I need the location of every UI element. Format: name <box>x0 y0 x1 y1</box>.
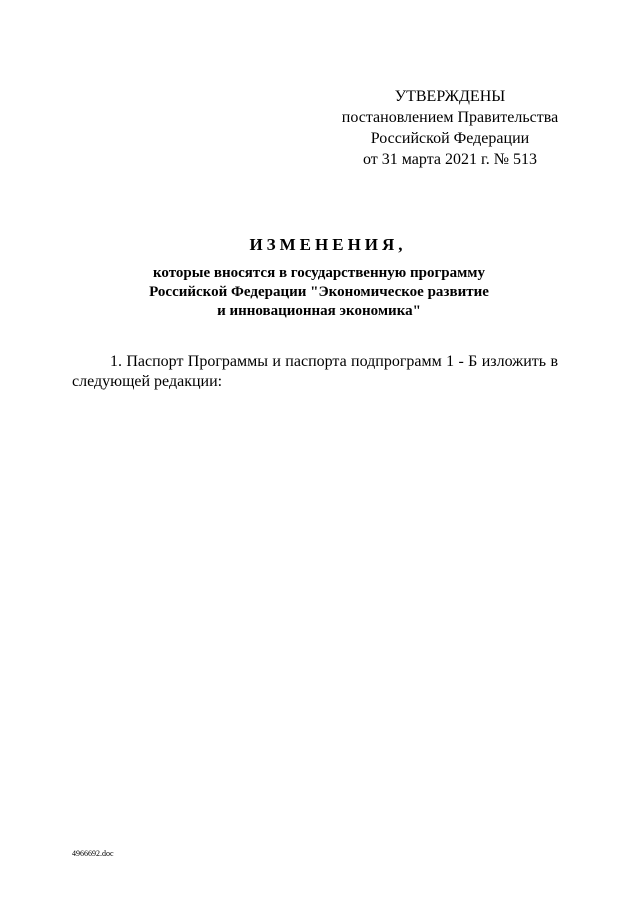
paragraph-1-line-1: 1. Паспорт Программы и паспорта подпрограмм 1 - Б изложить в <box>110 353 558 370</box>
document-heading <box>60 234 578 321</box>
heading-subtitle-line-1: которые вносятся в государственную программу <box>152 265 486 281</box>
approval-government-line: Российской Федерации <box>370 130 530 147</box>
document-body <box>72 352 558 392</box>
paragraph-1-line-2: следующей редакции: <box>72 373 223 390</box>
heading-subtitle-line-3: и инновационная экономика" <box>217 303 421 319</box>
heading-subtitle <box>60 264 578 321</box>
approval-date-number: от 31 марта 2021 г. № 513 <box>363 151 537 168</box>
heading-subtitle-line-2: Российской Федерации "Экономическое развитие <box>149 284 489 300</box>
heading-title: ИЗМЕНЕНИЯ, <box>249 235 407 254</box>
footer-file-name: 4966692.doc <box>72 849 114 858</box>
approval-title: УТВЕРЖДЕНЫ <box>394 88 506 105</box>
approval-stamp <box>330 86 570 170</box>
approval-decree-line: постановлением Правительства <box>341 109 559 126</box>
